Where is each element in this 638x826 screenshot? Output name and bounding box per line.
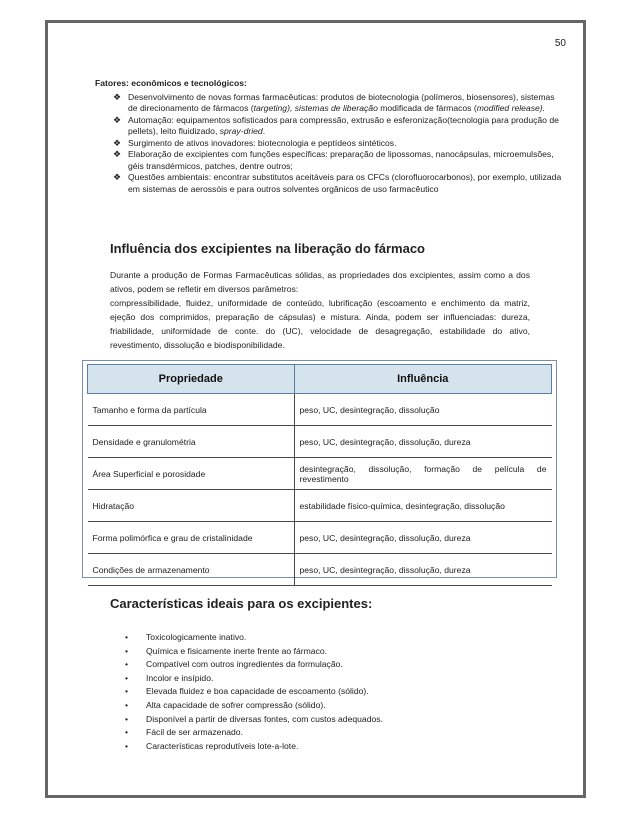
diamond-bullet-icon: ❖ [113,91,122,102]
table-cell: Forma polimórfica e grau de cristalinidade [88,522,295,554]
table-cell: desintegração, dissolução, formação de película de revestimento [294,458,552,490]
table-row [88,490,552,522]
table-row [88,394,552,426]
diamond-bullet-icon: ❖ [113,114,122,125]
factor-text: Questões ambientais: encontrar substitutos aceitáveis para os CFCs (clorofluorocarbonos), por exemplo, utilizada em sistemas de aerossóis e para outros solventes orgânicos de uso farmacêutico [128,172,562,194]
table-cell: Tamanho e forma da partícula [88,394,295,426]
intro-paragraph [110,268,530,352]
table-cell: estabilidade físico-química, desintegração, dissolução [294,490,552,522]
intro-text-params: compressibilidade, fluidez, uniformidade de conteúdo, lubrificação (escoamento e enchimento da matriz, ejeção dos comprimidos, preparação de cápsulas) e mistura. Ainda, podem ser influenciadas: dureza, friabilidade, uniformidade de conte. do (UC), velocidade de desagregação, estabilidade do ativo, revestimento, dissolução e biodisponibilidade. [110,298,530,350]
factor-text: Automação: equipamentos sofisticados para compressão, extrusão e esferonização(tecnologia para produção de pellets), leito fluidizado, [128,114,559,136]
ideal-list [125,631,383,753]
header-influence: Influência [294,365,552,394]
diamond-bullet-icon: ❖ [113,172,122,182]
page-number: 50 [554,38,566,49]
table-row [88,426,552,458]
table-header-row [88,365,552,394]
factor-text: Elaboração de excipientes com funções específicas: preparação de lipossomas, nanocápsulas, microemulsões, géis transdérmicos, patches, dentre outros; [128,149,554,171]
factor-item [95,172,565,195]
factor-item [95,138,565,150]
factors-section [95,78,565,195]
table-cell: peso, UC, desintegração, dissolução, dureza [294,554,552,586]
factor-text: . [262,126,266,136]
table-row [88,522,552,554]
factor-text: Desenvolvimento de novas formas farmacêuticas: produtos de biotecnologia (polímeros, biosensores), sistemas de direcionamento de fármacos ( [128,91,555,113]
list-item: • Alta capacidade de sofrer compressão (sólido). [125,699,383,713]
factor-emphasis: targeting), [253,103,293,113]
table-row [88,554,552,586]
factor-item [95,149,565,172]
list-item: • Química e fisicamente inerte frente ao fármaco. [125,645,383,659]
factor-emphasis: modified release). [476,103,546,113]
factor-text: Surgimento de ativos inovadores: biotecnologia e peptídeos sintéticos. [128,137,397,148]
list-item: • Incolor e insípido. [125,672,383,686]
list-item: • Elevada fluidez e boa capacidade de escoamento (sólido). [125,685,383,699]
table-cell: Área Superficial e porosidade [88,458,295,490]
properties-table [87,364,552,586]
diamond-bullet-icon: ❖ [113,137,122,148]
factors-list [95,92,565,196]
table-cell: peso, UC, desintegração, dissolução, dureza [294,522,552,554]
table-cell: Condições de armazenamento [88,554,295,586]
list-item: • Toxicologicamente inativo. [125,631,383,645]
factors-heading: Fatores: econômicos e tecnológicos: [95,78,247,88]
list-item: • Fácil de ser armazenado. [125,726,383,740]
factor-emphasis: sistemas de liberação [294,103,378,113]
factor-item [95,92,565,115]
table-cell: peso, UC, desintegração, dissolução [294,394,552,426]
factor-item [95,115,565,138]
table-cell: Hidratação [88,490,295,522]
factor-text: modificada de fármacos ( [377,103,477,113]
table-cell: peso, UC, desintegração, dissolução, dureza [294,426,552,458]
section-title-ideal: Características ideais para os excipientes: [110,596,373,611]
diamond-bullet-icon: ❖ [113,149,122,159]
section-title-influence: Influência dos excipientes na liberação do fármaco [110,241,425,256]
header-property: Propriedade [88,365,295,394]
list-item: • Disponível a partir de diversas fontes, com custos adequados. [125,713,383,727]
list-item: • Características reprodutíveis lote-a-lote. [125,740,383,754]
table-cell: Densidade e granulométria [88,426,295,458]
list-item: • Compatível com outros ingredientes da formulação. [125,658,383,672]
table-row [88,458,552,490]
ideal-characteristics [125,631,383,753]
factor-emphasis: spray-dried [219,126,263,136]
intro-text: Durante a produção de Formas Farmacêuticas sólidas, as propriedades dos excipientes, assim como a dos ativos, podem se refletir em diversos parâmetros: [110,270,530,294]
